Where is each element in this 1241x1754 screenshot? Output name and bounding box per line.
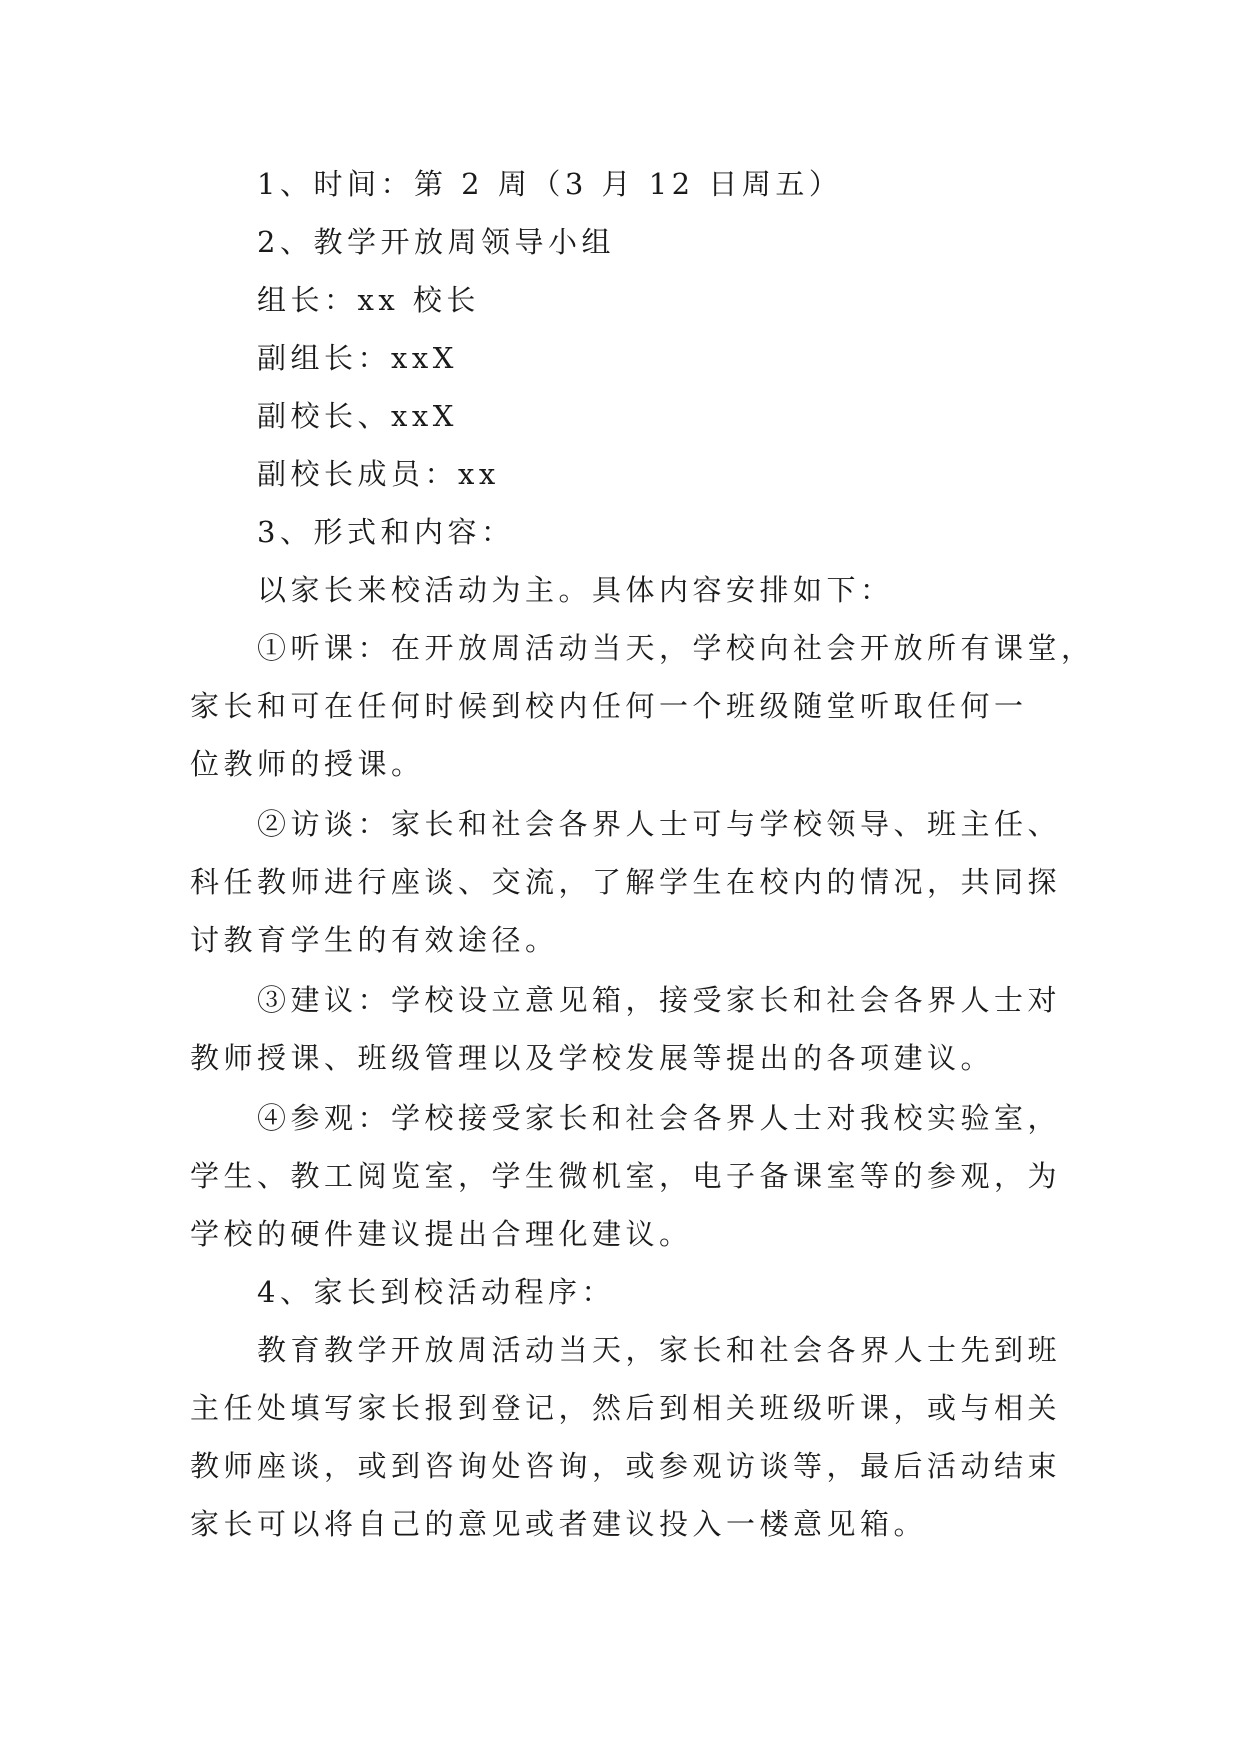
group-leader: 组长：xx 校长 [257,283,480,317]
deputy-group-leader: 副组长：xxX [257,341,458,375]
paragraph-suggestion-line-1: ③建议：学校设立意见箱，接受家长和社会各界人士对 [257,983,1062,1017]
paragraph-lecture-line-3: 位教师的授课。 [190,747,425,781]
item-procedure: 4、家长到校活动程序： [257,1275,615,1309]
paragraph-visit-line-2: 学生、教工阅览室，学生微机室，电子备课室等的参观，为 [190,1159,1062,1193]
paragraph-lecture-line-2: 家长和可在任何时候到校内任何一个班级随堂听取任何一 [190,689,1028,723]
paragraph-visit-line-3: 学校的硬件建议提出合理化建议。 [190,1217,693,1251]
item-time: 1、时间：第 2 周（3 月 12 日周五） [257,167,843,201]
paragraph-procedure-line-3: 教师座谈，或到咨询处咨询，或参观访谈等，最后活动结束 [190,1449,1062,1483]
paragraph-intro: 以家长来校活动为主。具体内容安排如下： [257,573,894,607]
paragraph-interview-line-2: 科任教师进行座谈、交流，了解学生在校内的情况，共同探 [190,865,1062,899]
paragraph-procedure-line-2: 主任处填写家长报到登记，然后到相关班级听课，或与相关 [190,1391,1062,1425]
paragraph-interview-line-3: 讨教育学生的有效途径。 [190,923,559,957]
paragraph-visit-line-1: ④参观：学校接受家长和社会各界人士对我校实验室， [257,1101,1062,1135]
item-format-content: 3、形式和内容： [257,515,515,549]
vice-principal: 副校长、xxX [257,399,458,433]
paragraph-suggestion-line-2: 教师授课、班级管理以及学校发展等提出的各项建议。 [190,1041,995,1075]
paragraph-lecture-line-1: ①听课：在开放周活动当天，学校向社会开放所有课堂， [257,631,1095,665]
paragraph-procedure-line-4: 家长可以将自己的意见或者建议投入一楼意见箱。 [190,1507,928,1541]
paragraph-procedure-line-1: 教育教学开放周活动当天，家长和社会各界人士先到班 [257,1333,1062,1367]
paragraph-interview-line-1: ②访谈：家长和社会各界人士可与学校领导、班主任、 [257,807,1062,841]
vice-principal-members: 副校长成员：xx [257,457,500,491]
item-leadership-group: 2、教学开放周领导小组 [257,225,615,259]
